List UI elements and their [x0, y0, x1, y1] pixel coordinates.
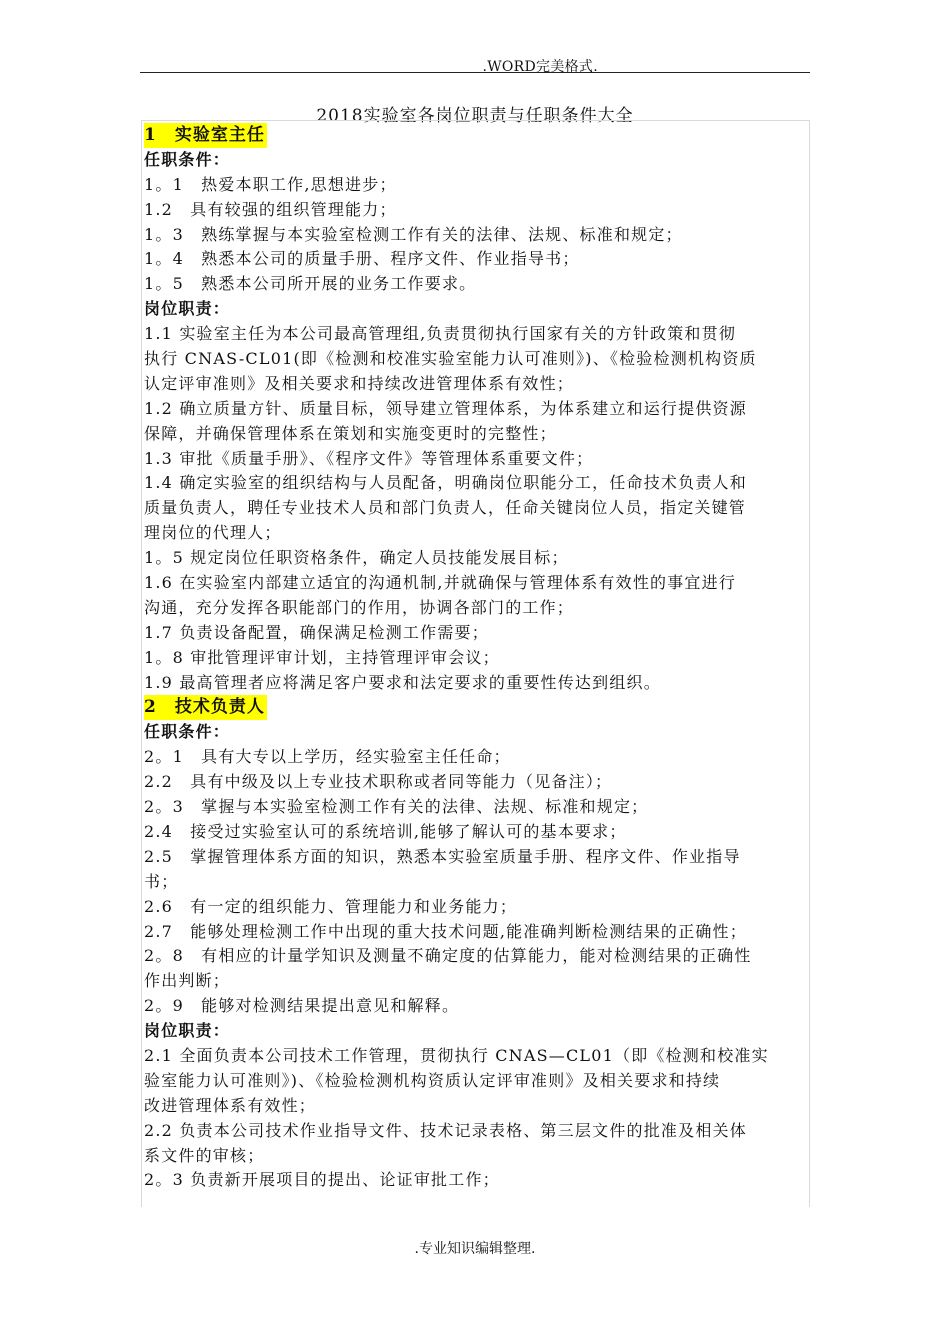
- body-line: 1。4 熟悉本公司的质量手册、程序文件、作业指导书；: [144, 249, 580, 269]
- section-heading-row: [144, 695, 808, 720]
- subsection-label: 岗位职责：: [144, 299, 231, 319]
- body-line: 2。9 能够对检测结果提出意见和解释。: [144, 996, 460, 1016]
- body-line: 理岗位的代理人；: [144, 523, 282, 543]
- body-line: 改进管理体系有效性；: [144, 1095, 317, 1115]
- document-title: 2018实验室各岗位职责与任职条件大全: [316, 106, 634, 126]
- body-line: 1.1 实验室主任为本公司最高管理组,负责贯彻执行国家有关的方针政策和贯彻: [144, 324, 737, 344]
- body-line: 2。1 具有大专以上学历，经实验室主任任命；: [144, 747, 511, 767]
- body-line: 认定评审准则》及相关要求和持续改进管理体系有效性；: [144, 373, 575, 393]
- body-line: 作出判断；: [144, 971, 231, 991]
- section-heading: 2 技术负责人: [144, 695, 267, 720]
- body-line: 书；: [144, 871, 179, 891]
- section-heading: 1 实验室主任: [144, 123, 267, 148]
- body-line: 2。3 掌握与本实验室检测工作有关的法律、法规、标准和规定；: [144, 797, 649, 817]
- body-line: 2。3 负责新开展项目的提出、论证审批工作；: [144, 1170, 500, 1190]
- page-footer: .专业知识编辑整理.: [414, 1241, 536, 1257]
- body-line: 1.4 确定实验室的组织结构与人员配备，明确岗位职能分工，任命技术负责人和: [144, 473, 747, 493]
- body-line: 执行 CNAS-CL01(即《检测和校准实验室能力认可准则》)、《检验检测机构资质: [144, 349, 757, 369]
- body-line: 1.6 在实验室内部建立适宜的沟通机制,并就确保与管理体系有效性的事宜进行: [144, 573, 737, 593]
- body-line: 2.1 全面负责本公司技术工作管理，贯彻执行 CNAS—CL01（即《检测和校准实: [144, 1045, 769, 1065]
- body-line: 1。1 热爱本职工作,思想进步；: [144, 174, 397, 194]
- body-line: 1.7 负责设备配置，确保满足检测工作需要；: [144, 622, 489, 642]
- body-line: 2.4 接受过实验室认可的系统培训,能够了解认可的基本要求；: [144, 821, 627, 841]
- body-line: 2.7 能够处理检测工作中出现的重大技术问题,能准确判断检测结果的正确性；: [144, 921, 747, 941]
- body-line: 1。5 规定岗位任职资格条件，确定人员技能发展目标；: [144, 548, 569, 568]
- section-heading-row: [144, 123, 808, 148]
- subsection-label: 任职条件：: [144, 722, 231, 742]
- body-line: 1。5 熟悉本公司所开展的业务工作要求。: [144, 274, 477, 294]
- body-line: 沟通，充分发挥各职能部门的作用，协调各部门的工作；: [144, 597, 575, 617]
- body-line: 2.5 掌握管理体系方面的知识，熟悉本实验室质量手册、程序文件、作业指导: [144, 846, 741, 866]
- body-line: 1.9 最高管理者应将满足客户要求和法定要求的重要性传达到组织。: [144, 672, 661, 692]
- body-line: 1。8 审批管理评审计划，主持管理评审会议；: [144, 647, 500, 667]
- body-line: 2。8 有相应的计量学知识及测量不确定度的估算能力，能对检测结果的正确性: [144, 946, 752, 966]
- subsection-label: 任职条件：: [144, 149, 231, 169]
- body-line: 2.2 负责本公司技术作业指导文件、技术记录表格、第三层文件的批准及相关体: [144, 1120, 747, 1140]
- body-line: 验室能力认可准则》)、《检验检测机构资质认定评审准则》及相关要求和持续: [144, 1070, 721, 1090]
- body-line: 1。3 熟练掌握与本实验室检测工作有关的法律、法规、标准和规定；: [144, 224, 683, 244]
- body-line: 2.2 具有中级及以上专业技术职称或者同等能力（见备注）；: [144, 772, 613, 792]
- body-line: 保障，并确保管理体系在策划和实施变更时的完整性；: [144, 423, 557, 443]
- document-body: [144, 123, 808, 1193]
- page-header: .WORD完美格式.: [482, 59, 598, 75]
- body-line: 1.2 确立质量方针、质量目标，领导建立管理体系，为体系建立和运行提供资源: [144, 398, 747, 418]
- body-line: 2.6 有一定的组织能力、管理能力和业务能力；: [144, 896, 518, 916]
- body-line: 质量负责人，聘任专业技术人员和部门负责人，任命关键岗位人员，指定关键管: [144, 498, 747, 518]
- body-line: 系文件的审核；: [144, 1145, 265, 1165]
- body-line: 1.3 审批《质量手册》、《程序文件》等管理体系重要文件；: [144, 448, 594, 468]
- header-rule: [140, 72, 810, 73]
- body-line: 1.2 具有较强的组织管理能力；: [144, 199, 397, 219]
- subsection-label: 岗位职责：: [144, 1021, 231, 1041]
